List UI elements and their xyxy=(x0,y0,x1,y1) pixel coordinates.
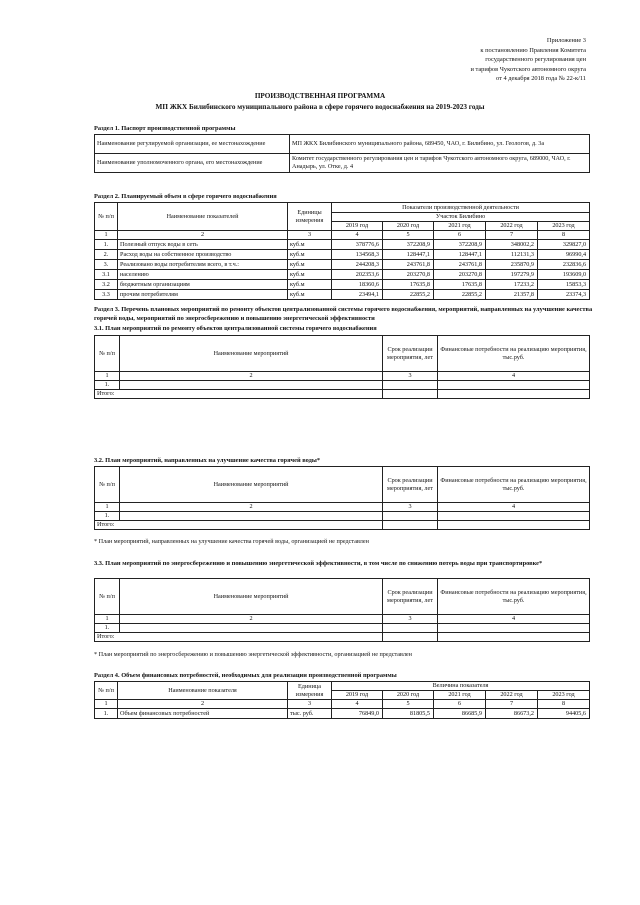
row-value: 244208,3 xyxy=(332,260,383,270)
col-number: 1 xyxy=(95,615,120,624)
col-name-header: Наименование мероприятий xyxy=(120,579,383,615)
appendix-line: Приложение 3 xyxy=(546,37,586,44)
appendix-line: и тарифов Чукотского автономного округа xyxy=(470,65,586,73)
table-row xyxy=(95,709,590,719)
row-value: 15853,3 xyxy=(538,280,590,290)
row-num: 1. xyxy=(95,512,120,521)
row-value: 202353,6 xyxy=(332,270,383,280)
appendix-line: государственного регулирования цен xyxy=(485,56,586,64)
section2-heading: Раздел 2. Планируемый объем в сфере горячего водоснабжения xyxy=(94,193,277,200)
row-value: 112131,3 xyxy=(486,250,538,260)
row-value: 232836,6 xyxy=(538,260,590,270)
column-number-row xyxy=(95,372,590,381)
col-unit-header: Единица измерения xyxy=(288,682,332,700)
financial-needs-table xyxy=(94,681,590,719)
col-number: 2 xyxy=(120,503,383,512)
row-value: 243761,8 xyxy=(383,260,434,270)
col-number: 3 xyxy=(288,700,332,709)
passport-value: МП ЖКХ Билибинского муниципального района, 689450, ЧАО, г. Билибино, ул. Геологов, д. 3а xyxy=(290,135,590,154)
col-number: 2 xyxy=(120,372,383,381)
table-row xyxy=(95,270,590,280)
appendix-line: от 4 декабря 2018 года № 22-к/11 xyxy=(496,75,586,83)
col-number: 1 xyxy=(95,231,118,240)
row-value: 197279,9 xyxy=(486,270,538,280)
row-name: Полезный отпуск воды в сеть xyxy=(118,240,288,250)
total-row xyxy=(95,521,590,530)
row-value: 372208,9 xyxy=(383,240,434,250)
col-num-header: № п/п xyxy=(95,467,120,503)
row-num: 1. xyxy=(95,240,118,250)
col-num-header: № п/п xyxy=(95,579,120,615)
total-label: Итого: xyxy=(95,633,383,642)
row-value: 94405,6 xyxy=(538,709,590,719)
col-number: 4 xyxy=(332,231,383,240)
appendix-line: к постановлению Правления Комитета xyxy=(480,46,586,54)
col-number: 3 xyxy=(383,503,438,512)
col-fin-header: Финансовые потребности на реализацию мероприятия, тыс.руб. xyxy=(438,579,590,615)
row-value: 23494,1 xyxy=(332,290,383,300)
row-value: 329827,0 xyxy=(538,240,590,250)
year-header: 2023 год xyxy=(538,222,590,231)
row-value: 86685,9 xyxy=(434,709,486,719)
row-value: 128447,1 xyxy=(434,250,486,260)
row-value: 22855,2 xyxy=(383,290,434,300)
table-row xyxy=(95,290,590,300)
quality-plan-table xyxy=(94,466,590,530)
col-number: 2 xyxy=(118,700,288,709)
col-name-header: Наименование показателя xyxy=(118,682,288,700)
row-value: 17635,8 xyxy=(434,280,486,290)
col-number: 3 xyxy=(383,372,438,381)
year-header: 2022 год xyxy=(486,691,538,700)
col-number: 1 xyxy=(95,700,118,709)
row-value: 96990,4 xyxy=(538,250,590,260)
subsection-3-2-heading: 3.2. План мероприятий, направленных на улучшение качества горячей воды* xyxy=(94,457,321,464)
col-number: 1 xyxy=(95,503,120,512)
row-value: 193609,0 xyxy=(538,270,590,280)
passport-label: Наименование уполномоченного органа, его местонахождение xyxy=(95,154,290,173)
energy-plan-table xyxy=(94,578,590,642)
table-row xyxy=(95,280,590,290)
row-unit: куб.м xyxy=(288,260,332,270)
col-term-header: Срок реализации мероприятия, лет xyxy=(383,467,438,503)
table-row xyxy=(95,250,590,260)
table-row xyxy=(95,135,590,154)
row-value: 23374,3 xyxy=(538,290,590,300)
col-number: 4 xyxy=(438,503,590,512)
col-name-header: Наименование мероприятий xyxy=(120,467,383,503)
col-number: 4 xyxy=(332,700,383,709)
row-unit: куб.м xyxy=(288,250,332,260)
group-header: Величина показателя xyxy=(332,682,590,691)
year-header: 2019 год xyxy=(332,691,383,700)
column-number-row xyxy=(95,503,590,512)
col-number: 6 xyxy=(434,700,486,709)
col-num-header: № п/п xyxy=(95,682,118,700)
row-num: 1. xyxy=(95,624,120,633)
year-header: 2020 год xyxy=(383,222,434,231)
total-row xyxy=(95,633,590,642)
row-value: 21357,8 xyxy=(486,290,538,300)
appendix-reference xyxy=(470,36,586,84)
year-header: 2023 год xyxy=(538,691,590,700)
row-value: 378776,6 xyxy=(332,240,383,250)
row-value: 17233,2 xyxy=(486,280,538,290)
col-term-header: Срок реализации мероприятия, лет xyxy=(383,579,438,615)
col-num-header: № п/п xyxy=(95,203,118,231)
row-unit: тыс. руб. xyxy=(288,709,332,719)
total-label: Итого: xyxy=(95,390,383,399)
row-num: 3.1 xyxy=(95,270,118,280)
row-value: 76849,0 xyxy=(332,709,383,719)
row-num: 3.2 xyxy=(95,280,118,290)
section1-heading: Раздел 1. Паспорт производственной программы xyxy=(94,125,236,132)
col-name-header: Наименование показателей xyxy=(118,203,288,231)
row-num: 1. xyxy=(95,381,120,390)
col-unit-header: Единицы измерения xyxy=(288,203,332,231)
row-name: прочим потребителям xyxy=(118,290,288,300)
column-number-row xyxy=(95,700,590,709)
col-fin-header: Финансовые потребности на реализацию мероприятия, тыс.руб. xyxy=(438,467,590,503)
year-header: 2021 год xyxy=(434,691,486,700)
table-row xyxy=(95,512,590,521)
passport-value: Комитет государственного регулирования цен и тарифов Чукотского автономного округа, 689000, ЧАО, г. Анадырь, ул. Отке, д. 4 xyxy=(290,154,590,173)
col-number: 7 xyxy=(486,700,538,709)
row-value: 128447,1 xyxy=(383,250,434,260)
row-value: 81805,5 xyxy=(383,709,434,719)
col-fin-header: Финансовые потребности на реализацию мероприятия, тыс.руб. xyxy=(438,336,590,372)
section3-heading: Раздел 3. Перечень плановых мероприятий по ремонту объектов централизованной системы горячего водоснабжения, мероприятий, направленных на улучшение качества горячей воды, мероприятий по энергосбережению и повышению энергетической эффективности xyxy=(94,306,593,322)
row-name: Объем финансовых потребностей xyxy=(118,709,288,719)
subgroup-header: Участок Билибино xyxy=(332,213,590,222)
col-number: 3 xyxy=(383,615,438,624)
row-num: 3.3 xyxy=(95,290,118,300)
row-name: Реализовано воды потребителям всего, в т.ч.: xyxy=(118,260,288,270)
col-number: 1 xyxy=(95,372,120,381)
year-header: 2022 год xyxy=(486,222,538,231)
col-number: 2 xyxy=(120,615,383,624)
subsection-3-3-heading: 3.3. План мероприятий по энергосбережению и повышению энергетической эффективности, в том числе по снижению потерь воды при транспортировке* xyxy=(94,560,543,567)
col-number: 5 xyxy=(383,700,434,709)
row-num: 1. xyxy=(95,709,118,719)
row-value: 203270,8 xyxy=(434,270,486,280)
table-row xyxy=(95,624,590,633)
document-title: ПРОИЗВОДСТВЕННАЯ ПРОГРАММА xyxy=(254,92,386,100)
row-value: 203270,8 xyxy=(383,270,434,280)
col-number: 5 xyxy=(383,231,434,240)
group-header: Показатели производственной деятельности xyxy=(332,203,590,213)
document-subtitle: МП ЖКХ Билибинского муниципального района в сфере горячего водоснабжения на 2019-2023 годы xyxy=(155,103,485,111)
column-number-row xyxy=(95,615,590,624)
col-name-header: Наименование мероприятий xyxy=(120,336,383,372)
year-header: 2019 год xyxy=(332,222,383,231)
year-header: 2021 год xyxy=(434,222,486,231)
row-unit: куб.м xyxy=(288,290,332,300)
column-number-row xyxy=(95,231,590,240)
col-number: 4 xyxy=(438,372,590,381)
row-unit: куб.м xyxy=(288,270,332,280)
col-number: 8 xyxy=(538,700,590,709)
total-row xyxy=(95,390,590,399)
volume-table xyxy=(94,202,590,300)
row-value: 134568,3 xyxy=(332,250,383,260)
repair-plan-table xyxy=(94,335,590,399)
col-number: 3 xyxy=(288,231,332,240)
row-name: Расход воды на собственное производство xyxy=(118,250,288,260)
col-number: 4 xyxy=(438,615,590,624)
row-value: 22855,2 xyxy=(434,290,486,300)
row-num: 3. xyxy=(95,260,118,270)
col-number: 7 xyxy=(486,231,538,240)
row-value: 17635,8 xyxy=(383,280,434,290)
passport-label: Наименование регулируемой организации, ее местонахождение xyxy=(95,135,290,154)
row-name: бюджетным организациям xyxy=(118,280,288,290)
row-value: 243761,8 xyxy=(434,260,486,270)
row-value: 235870,9 xyxy=(486,260,538,270)
footnote: * План мероприятий, направленных на улучшение качества горячей воды, организацией не представлен xyxy=(94,538,369,545)
table-row xyxy=(95,240,590,250)
table-row xyxy=(95,154,590,173)
table-row xyxy=(95,260,590,270)
passport-table xyxy=(94,134,590,173)
row-num: 2. xyxy=(95,250,118,260)
subsection-3-1-heading: 3.1. План мероприятий по ремонту объектов централизованной системы горячего водоснабжения xyxy=(94,325,377,332)
col-term-header: Срок реализации мероприятия, лет xyxy=(383,336,438,372)
row-value: 86673,2 xyxy=(486,709,538,719)
section4-heading: Раздел 4. Объем финансовых потребностей, необходимых для реализации производственной программы xyxy=(94,672,397,679)
row-value: 18360,6 xyxy=(332,280,383,290)
year-header: 2020 год xyxy=(383,691,434,700)
row-value: 372208,9 xyxy=(434,240,486,250)
total-label: Итого: xyxy=(95,521,383,530)
row-unit: куб.м xyxy=(288,240,332,250)
row-unit: куб.м xyxy=(288,280,332,290)
col-number: 6 xyxy=(434,231,486,240)
row-value: 348002,2 xyxy=(486,240,538,250)
row-name: населению xyxy=(118,270,288,280)
footnote: * План мероприятий по энергосбережению и повышению энергетической эффективности, организацией не представлен xyxy=(94,651,412,658)
table-row xyxy=(95,381,590,390)
col-number: 2 xyxy=(118,231,288,240)
col-num-header: № п/п xyxy=(95,336,120,372)
col-number: 8 xyxy=(538,231,590,240)
